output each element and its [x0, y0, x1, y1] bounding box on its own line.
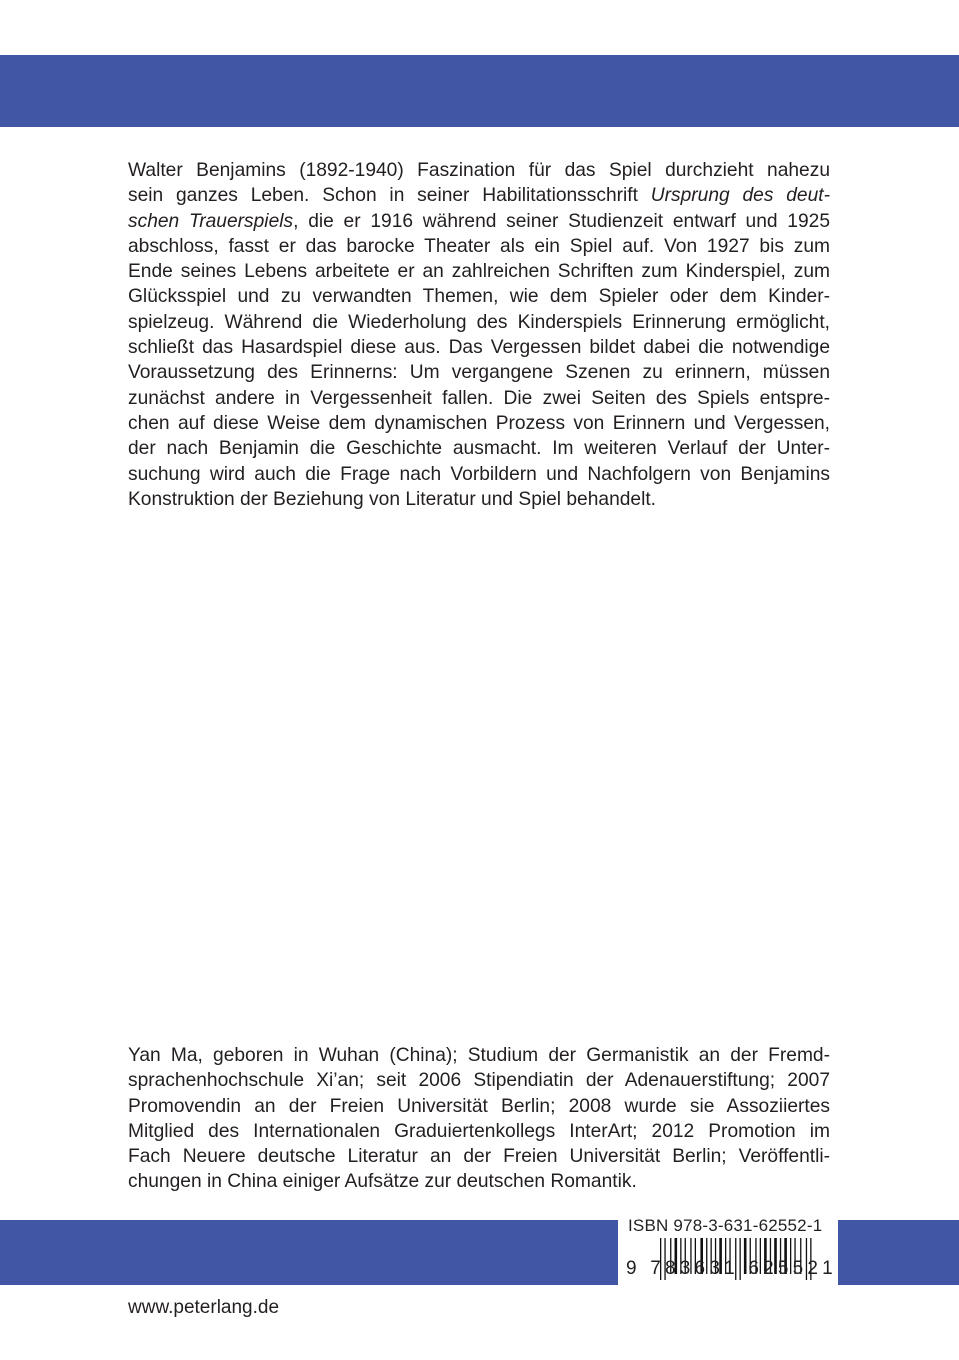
text-line: Promovendin an der Freien Universität Berlin; 2008 wurde sie Assoziiertes — [128, 1095, 830, 1117]
text-line: sein ganzes Leben. Schon in seiner Habilitationsschrift Ursprung des deut- — [128, 185, 830, 207]
text-line: abschloss, fasst er das barocke Theater als ein Spiel auf. Von 1927 bis zum — [128, 235, 830, 257]
text-line: sprachenhochschule Xi’an; seit 2006 Stipendiatin der Adenauerstiftung; 2007 — [128, 1070, 830, 1092]
text-line: schen Trauerspiels, die er 1916 während seiner Studienzeit entwarf und 1925 — [128, 210, 830, 232]
text-line: zunächst andere in Vergessenheit fallen. Die zwei Seiten des Spiels entspre- — [128, 387, 830, 409]
publisher-website: www.peterlang.de — [128, 1297, 280, 1318]
text-line: Voraussetzung des Erinnerns: Um vergangene Szenen zu erinnern, müssen — [128, 362, 830, 384]
barcode-digits: 9 783631 625521 — [626, 1258, 837, 1279]
text-line: Konstruktion der Beziehung von Literatur und Spiel behandelt. — [128, 488, 657, 510]
isbn-label: ISBN 978-3-631-62552-1 — [628, 1216, 823, 1235]
text-line: Fach Neuere deutsche Literatur an der Freien Universität Berlin; Veröffentli- — [128, 1146, 830, 1168]
text-line: Glücksspiel und zu verwandten Themen, wie dem Spieler oder dem Kinder- — [128, 286, 830, 308]
book-blurb — [128, 158, 830, 512]
text-line: suchung wird auch die Frage nach Vorbildern und Nachfolgern von Benjamins — [128, 463, 830, 485]
text-line: schließt das Hasardspiel diese aus. Das Vergessen bildet dabei die notwendige — [128, 337, 830, 359]
text-line: chungen in China einiger Aufsätze zur deutschen Romantik. — [128, 1171, 637, 1193]
text-line: chen auf diese Weise dem dynamischen Prozess von Erinnern und Vergessen, — [128, 412, 830, 434]
text-line: spielzeug. Während die Wiederholung des Kinderspiels Erinnerung ermöglicht, — [128, 311, 830, 333]
text-line: Walter Benjamins (1892-1940) Faszination für das Spiel durchzieht nahezu — [128, 160, 830, 181]
author-bio — [128, 1043, 830, 1195]
isbn-barcode-box — [618, 1216, 838, 1288]
top-color-band — [0, 55, 959, 127]
text-line: Yan Ma, geboren in Wuhan (China); Studium der Germanistik an der Fremd- — [128, 1045, 830, 1066]
text-line: Ende seines Lebens arbeitete er an zahlreichen Schriften zum Kinderspiel, zum — [128, 261, 830, 283]
text-line: der nach Benjamin die Geschichte ausmacht. Im weiteren Verlauf der Unter- — [128, 438, 830, 460]
text-line: Mitglied des Internationalen Graduiertenkollegs InterArt; 2012 Promotion im — [128, 1120, 830, 1142]
